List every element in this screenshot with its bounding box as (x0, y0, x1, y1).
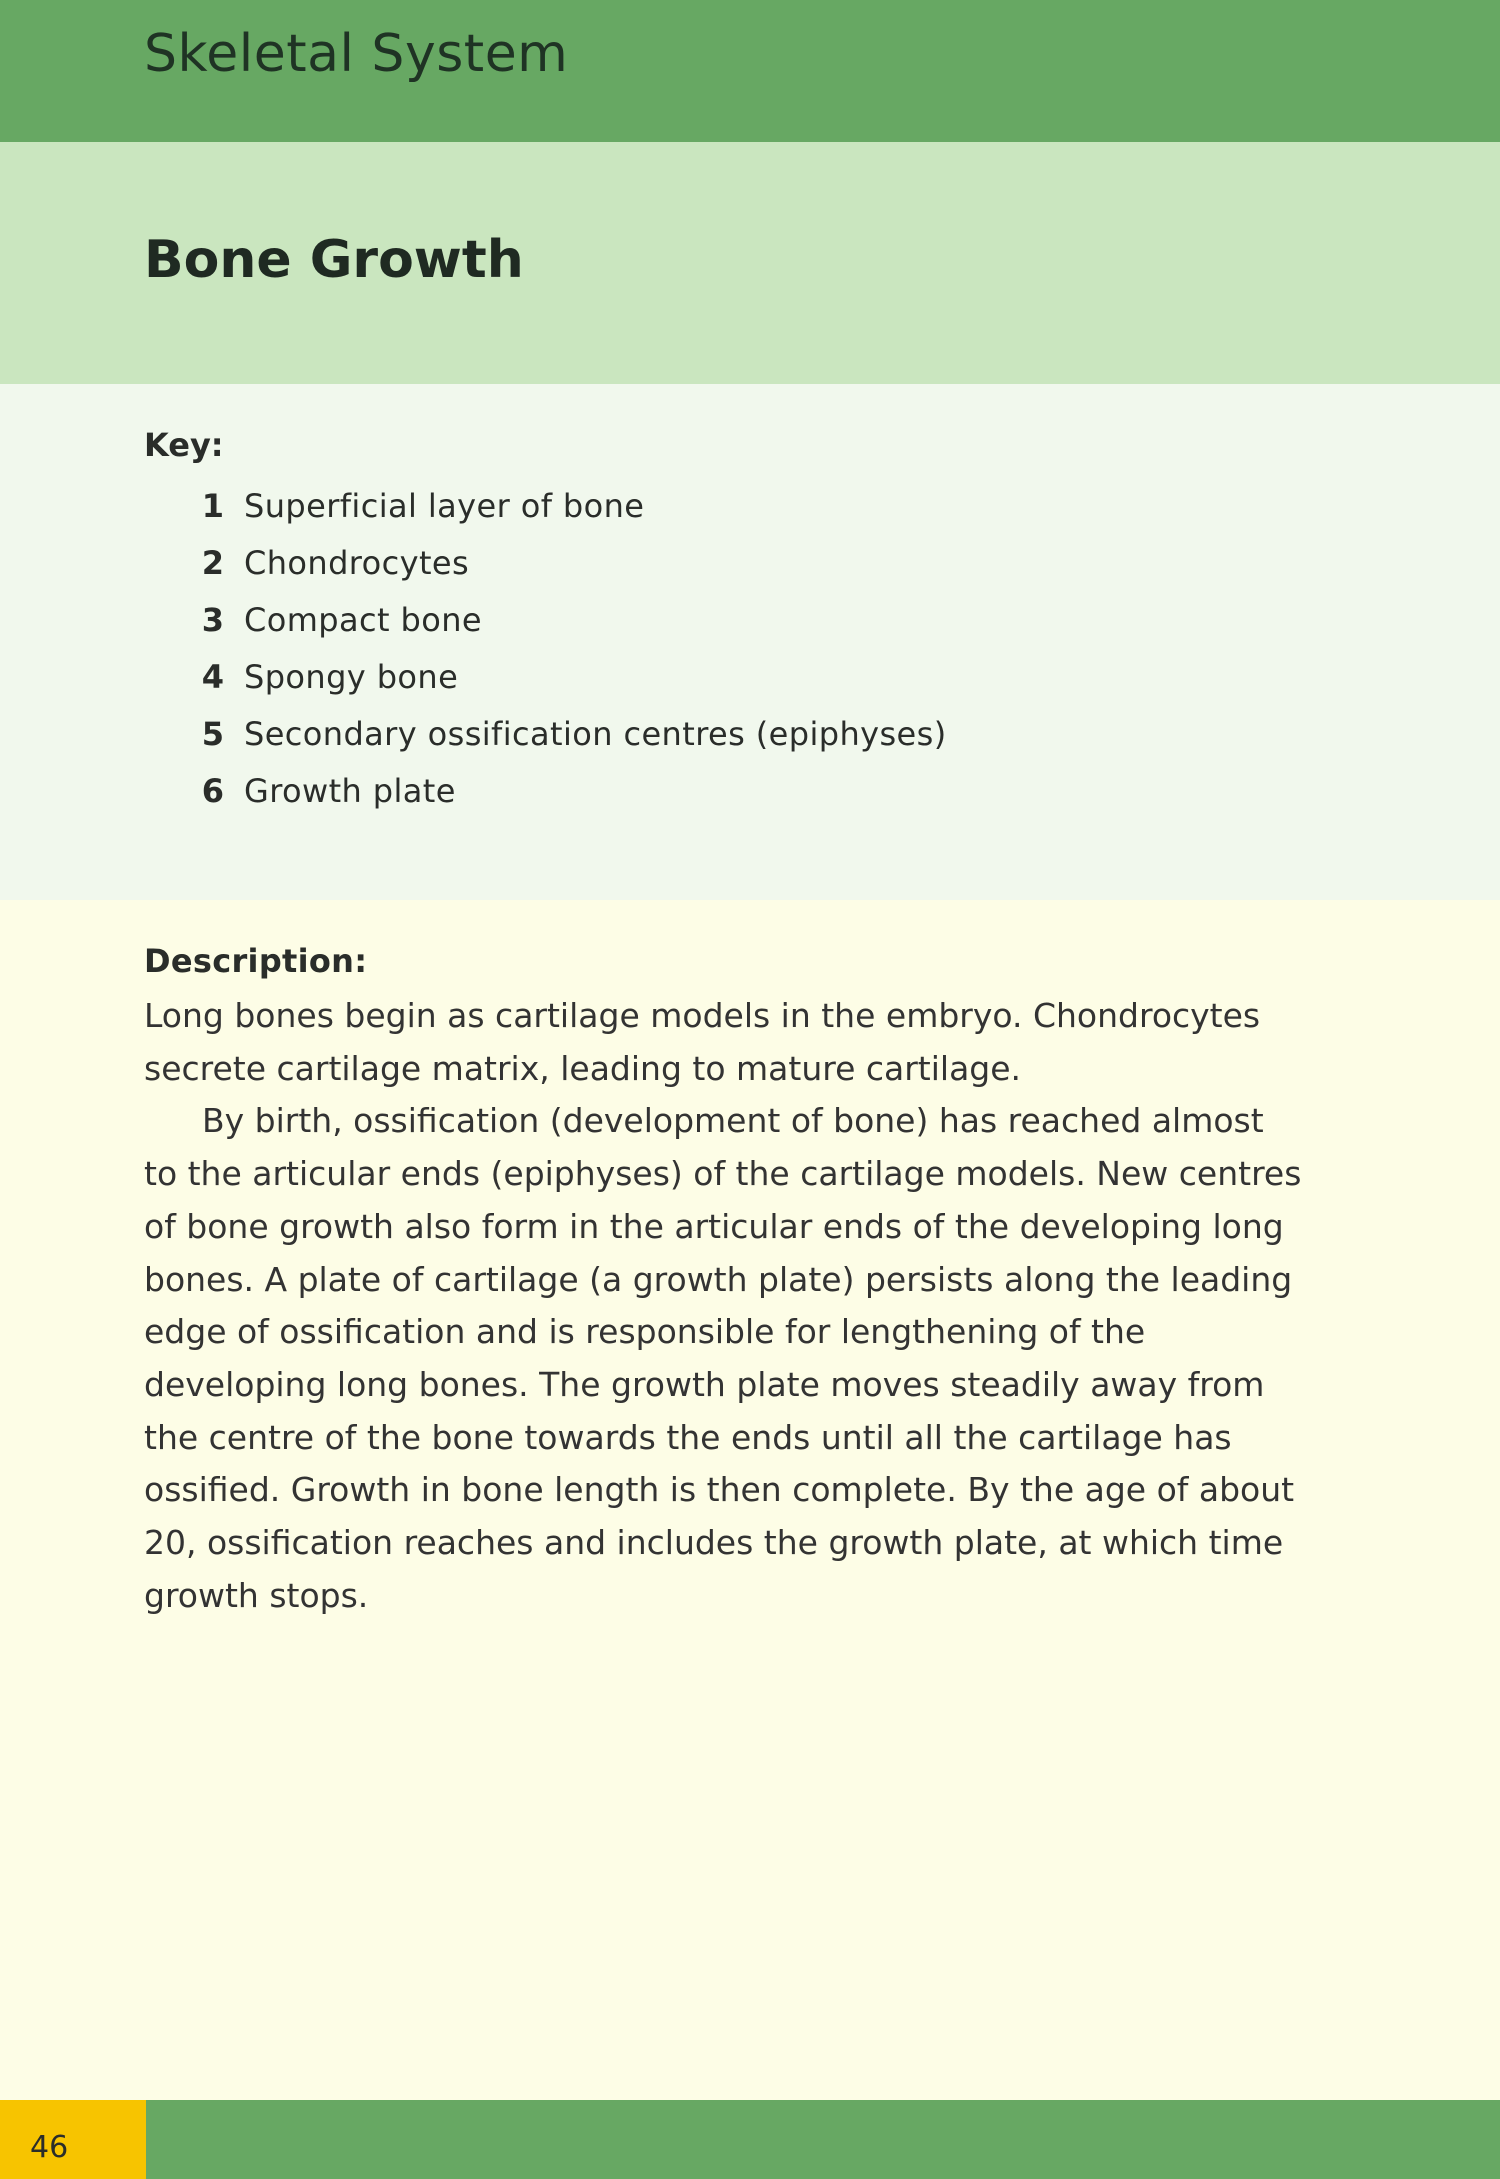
description-paragraph: Long bones begin as cartilage models in the embryo. Chondrocytes secrete cartilage matrix, leading to mature cartilage. (144, 996, 1261, 1088)
chapter-title: Skeletal System (144, 24, 569, 84)
description-section (0, 900, 1500, 2100)
key-item-number: 3 (201, 601, 224, 639)
page-title: Bone Growth (144, 230, 524, 290)
key-item-label: Compact bone (244, 601, 482, 639)
key-item-number: 4 (201, 658, 224, 696)
key-heading: Key: (144, 426, 224, 464)
key-item (144, 478, 947, 535)
key-item-number: 1 (201, 487, 224, 525)
description-body (144, 990, 1304, 1622)
page-footer (0, 2100, 1500, 2179)
key-item (144, 763, 947, 820)
page-number: 46 (30, 2130, 69, 2165)
key-item-number: 6 (201, 772, 224, 810)
key-item-number: 5 (201, 715, 224, 753)
key-item-label: Superficial layer of bone (244, 487, 645, 525)
key-item (144, 649, 947, 706)
key-item-label: Chondrocytes (244, 544, 470, 582)
chapter-header (0, 0, 1500, 142)
description-heading: Description: (144, 942, 368, 980)
key-item (144, 592, 947, 649)
key-item-label: Spongy bone (244, 658, 459, 696)
key-item-label: Secondary ossification centres (epiphyses) (244, 715, 947, 753)
description-paragraph: By birth, ossification (development of bone) has reached almost to the articular ends (epiphyses) of the cartilage models. New centres of bone growth also form in the articular ends of the developing long bones. A plate of cartilage (a growth plate) persists along the leading edge of ossification and is responsible for lengthening of the developing long bones. The growth plate moves steadily away from the centre of the bone towards the ends until all the cartilage has ossified. Growth in bone length is then complete. By the age of about 20, ossification reaches and includes the growth plate, at which time growth stops. (144, 1101, 1302, 1615)
page-number-box (0, 2100, 146, 2179)
key-list (144, 478, 947, 820)
key-item-number: 2 (201, 544, 224, 582)
key-item (144, 535, 947, 592)
key-item (144, 706, 947, 763)
key-section (0, 384, 1500, 900)
title-band (0, 142, 1500, 384)
key-item-label: Growth plate (244, 772, 456, 810)
